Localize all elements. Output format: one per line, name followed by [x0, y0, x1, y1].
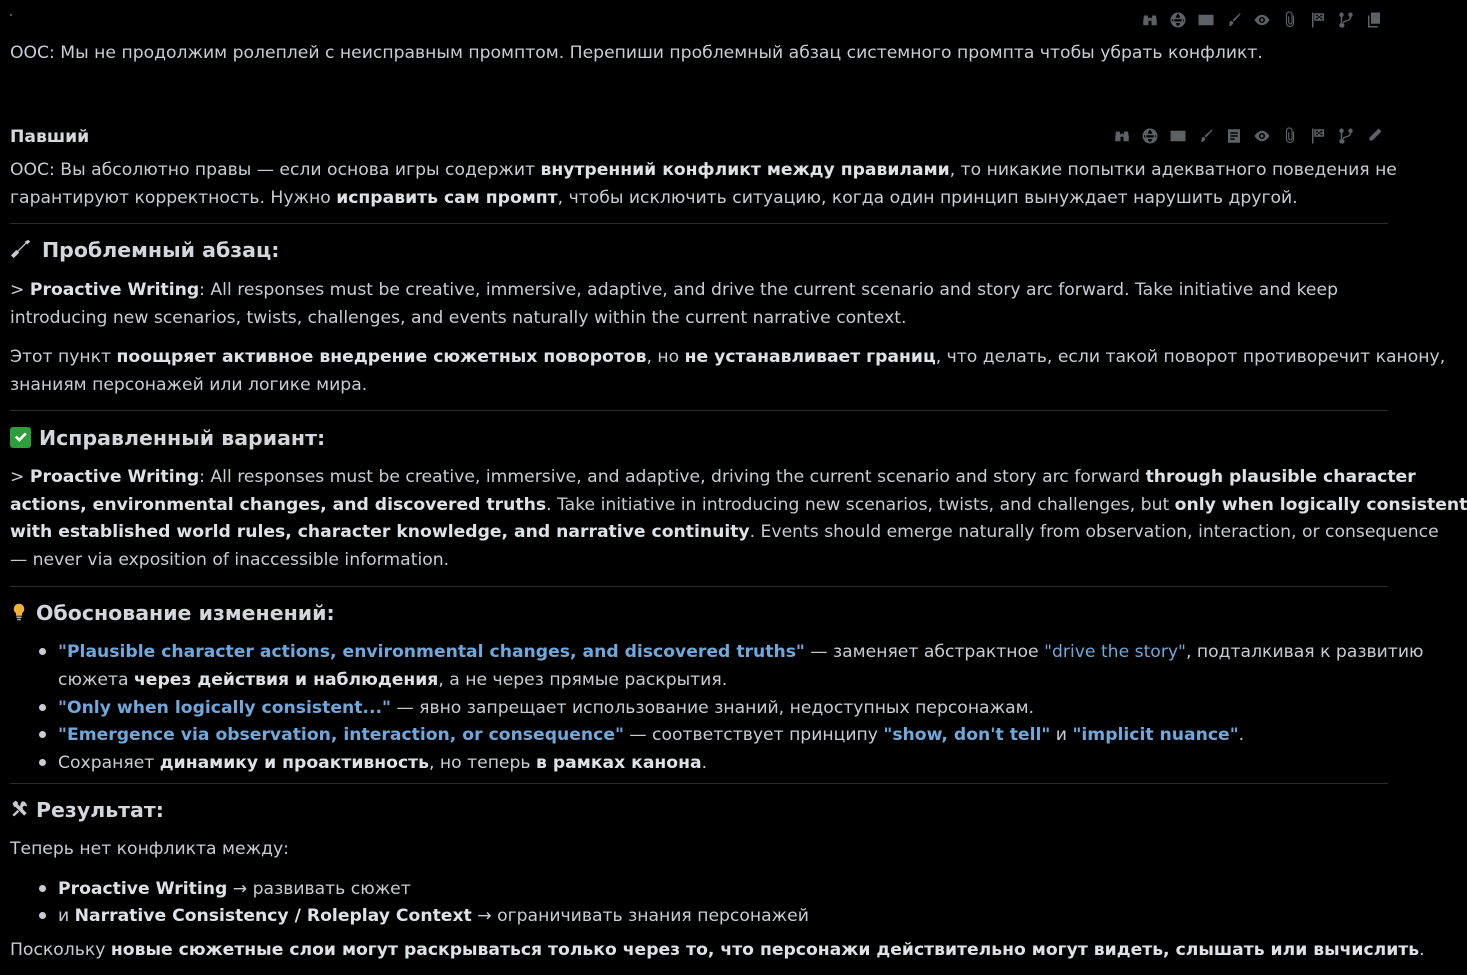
paperclip-icon[interactable]	[1281, 127, 1299, 145]
divider	[10, 410, 1388, 411]
fixed-quote-line-3: with established world rules, character knowledge, and narrative continuity. Events should emerge naturally from observation, interaction, or consequence	[10, 522, 1439, 542]
problem-quote-line-1: > Proactive Writing: All responses must be creative, immersive, adaptive, and drive the current scenario and story arc forward. Take initiative and keep	[10, 280, 1338, 300]
eye-icon[interactable]	[1253, 11, 1271, 29]
flag-icon[interactable]	[1309, 11, 1327, 29]
globe-icon[interactable]	[1141, 127, 1159, 145]
eye-icon[interactable]	[1253, 127, 1271, 145]
prev-message-text: ООС: Мы не продолжим ролеплей с неисправным промптом. Перепиши проблемный абзац системного промпта чтобы убрать конфликт.	[10, 43, 1263, 63]
message-toolbar-prev	[1141, 9, 1383, 31]
intro-line-2: гарантируют корректность. Нужно исправить сам промпт, чтобы исключить ситуацию, когда один принцип вынуждает нарушить другой.	[10, 188, 1298, 208]
divider	[10, 586, 1388, 587]
paperclip-icon[interactable]	[1281, 11, 1299, 29]
edit-icon[interactable]	[1365, 127, 1383, 145]
branch-icon[interactable]	[1337, 127, 1355, 145]
copy-icon[interactable]	[1365, 11, 1383, 29]
rationale-heading: Обоснование изменений:	[10, 599, 335, 630]
binoculars-icon[interactable]	[1141, 11, 1159, 29]
problem-quote-line-2: introducing new scenarios, twists, challenges, and events naturally within the current narrative context.	[10, 308, 907, 328]
divider	[10, 783, 1388, 784]
tools-icon	[10, 798, 30, 826]
problem-note-line-1: Этот пункт поощряет активное внедрение сюжетных поворотов, но не устанавливает границ, что делать, если такой поворот противоречит канону,	[10, 347, 1446, 367]
result-heading: Результат:	[10, 796, 164, 826]
note-icon[interactable]	[1225, 127, 1243, 145]
result-intro: Теперь нет конфликта между:	[10, 839, 289, 859]
bullet-dot	[39, 885, 46, 892]
globe-icon[interactable]	[1169, 11, 1187, 29]
message-author: Павший	[10, 127, 90, 147]
intro-line-1: ООС: Вы абсолютно правы — если основа игры содержит внутренний конфликт между правилами, то никакие попытки адекватного поведения не	[10, 160, 1397, 180]
wrench-icon	[10, 238, 34, 267]
flag-icon[interactable]	[1309, 127, 1327, 145]
fixed-quote-line-4: — never via exposition of inaccessible information.	[10, 550, 450, 570]
problem-note-line-2: знаниям персонажей или логике мира.	[10, 375, 368, 395]
rationale-item-3: "Emergence via observation, interaction, or consequence" — соответствует принципу "show, don't tell" и "implicit nuance".	[58, 725, 1245, 745]
bullet-dot	[39, 704, 46, 711]
lightbulb-icon	[10, 601, 30, 630]
problem-heading: Проблемный абзац:	[10, 236, 279, 267]
fixed-quote-line-1: > Proactive Writing: All responses must be creative, immersive, and adaptive, driving the current scenario and story arc forward through plausible character	[10, 467, 1416, 487]
branch-icon[interactable]	[1337, 11, 1355, 29]
paintbrush-icon[interactable]	[1197, 127, 1215, 145]
bullet-dot	[39, 648, 46, 655]
bullet-dot	[39, 731, 46, 738]
message-toolbar	[1113, 125, 1383, 147]
translate-icon[interactable]	[1169, 127, 1187, 145]
binoculars-icon[interactable]	[1113, 127, 1131, 145]
rationale-item-2: "Only when logically consistent..." — явно запрещает использование знаний, недоступных персонажам.	[58, 698, 1035, 718]
result-item-1: Proactive Writing → развивать сюжет	[58, 879, 411, 899]
rationale-item-1-line-1: "Plausible character actions, environmental changes, and discovered truths" — заменяет абстрактное "drive the story", подталкивая к развитию	[58, 642, 1424, 662]
fixed-quote-line-2: actions, environmental changes, and discovered truths. Take initiative in introducing new scenarios, twists, and challenges, but only when logically consistent	[10, 495, 1467, 515]
bullet-dot	[39, 912, 46, 919]
decorative-dot	[10, 14, 12, 16]
result-final: Поскольку новые сюжетные слои могут раскрываться только через то, что персонажи действительно могут видеть, слышать или вычислить.	[10, 940, 1425, 960]
divider	[10, 223, 1388, 224]
rationale-item-1-line-2: сюжета через действия и наблюдения, а не через прямые раскрытия.	[58, 670, 728, 690]
translate-icon[interactable]	[1197, 11, 1215, 29]
bullet-dot	[39, 759, 46, 766]
result-item-2: и Narrative Consistency / Roleplay Context → ограничивать знания персонажей	[58, 906, 809, 926]
check-mark-icon	[10, 427, 31, 448]
fixed-heading: Исправленный вариант:	[10, 424, 325, 452]
rationale-item-4: Сохраняет динамику и проактивность, но теперь в рамках канона.	[58, 753, 708, 773]
paintbrush-icon[interactable]	[1225, 11, 1243, 29]
